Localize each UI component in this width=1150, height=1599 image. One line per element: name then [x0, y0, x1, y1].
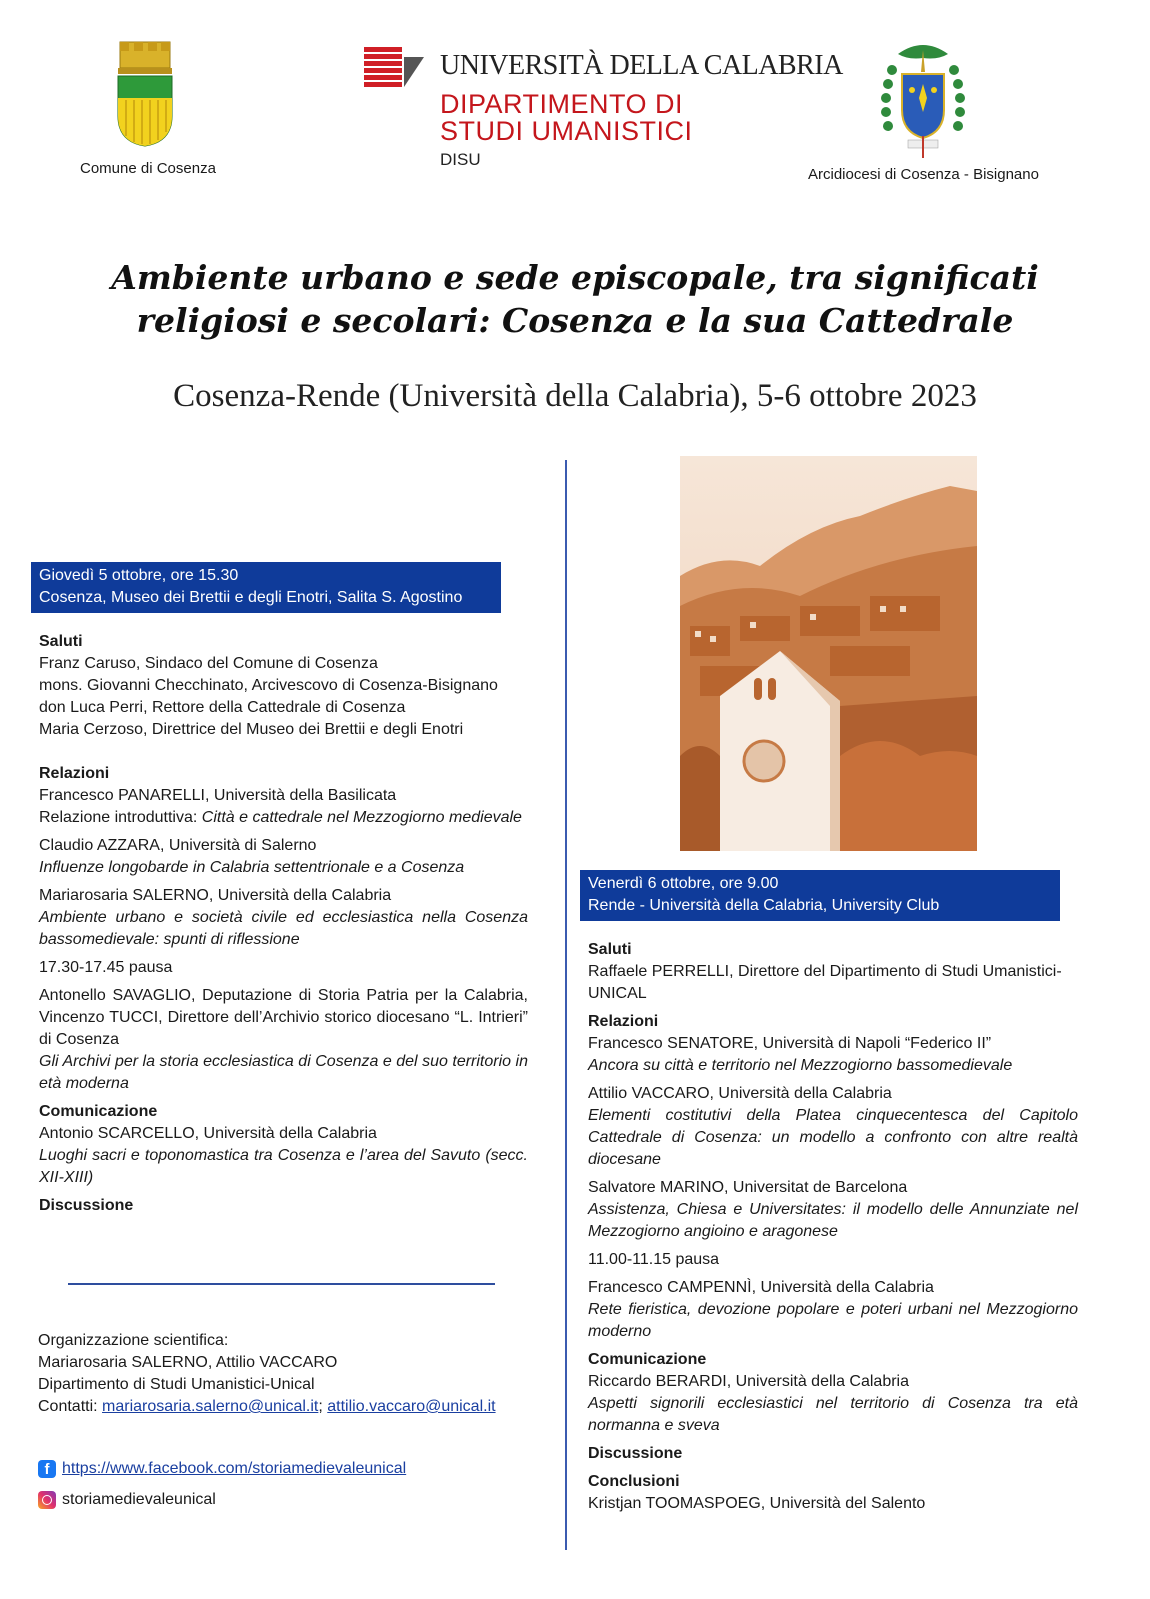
- day2-venue: Rende - Università della Calabria, University Club: [588, 897, 940, 914]
- facebook-icon: f: [38, 1460, 56, 1478]
- department-name-line1: DIPARTIMENTO DI: [440, 89, 684, 119]
- day2-program: [588, 939, 1078, 1515]
- cathedral-photo: [680, 456, 977, 851]
- day2-discussione: Discussione: [588, 1445, 683, 1462]
- day2-speaker: Riccardo BERARDI, Università della Calabria: [588, 1373, 910, 1390]
- day1-date-time: Giovedì 5 ottobre, ore 15.30: [39, 567, 239, 584]
- horizontal-divider: [68, 1283, 495, 1285]
- day1-relazioni-heading: Relazioni: [39, 765, 110, 782]
- day1-speaker: Francesco PANARELLI, Università della Basilicata: [39, 787, 397, 804]
- facebook-row: [38, 1458, 406, 1480]
- day2-conclusioni-speaker: Kristjan TOOMASPOEG, Università del Salento: [588, 1495, 926, 1512]
- email-link-salerno[interactable]: mariarosaria.salerno@unical.it: [102, 1398, 319, 1415]
- comune-di-cosenza-coat-of-arms: [112, 38, 178, 148]
- organization-contacts: [38, 1396, 538, 1418]
- day2-saluti-heading: Saluti: [588, 941, 632, 958]
- day1-discussione: Discussione: [39, 1197, 134, 1214]
- day1-saluto: Maria Cerzoso, Direttrice del Museo dei Brettii e degli Enotri: [39, 721, 464, 738]
- day1-speaker: Antonio SCARCELLO, Università della Calabria: [39, 1125, 377, 1142]
- university-name: UNIVERSITÀ DELLA CALABRIA: [440, 50, 843, 81]
- day2-talk-title: Rete fieristica, devozione popolare e poteri urbani nel Mezzogiorno moderno: [588, 1301, 1078, 1340]
- day1-speaker: Mariarosaria SALERNO, Università della Calabria: [39, 887, 392, 904]
- day1-speaker: Claudio AZZARA, Università di Salerno: [39, 837, 317, 854]
- day2-talk-title: Assistenza, Chiesa e Universitates: il modello delle Annunziate nel Mezzogiorno angioino e aragonese: [588, 1201, 1078, 1240]
- instagram-row: [38, 1489, 216, 1511]
- day1-talk-title: Gli Archivi per la storia ecclesiastica di Cosenza e del suo territorio in età moderna: [39, 1053, 528, 1092]
- day1-talk: [39, 807, 528, 829]
- day2-comunicazione-heading: Comunicazione: [588, 1351, 707, 1368]
- day1-venue: Cosenza, Museo dei Brettii e degli Enotri, Salita S. Agostino: [39, 589, 463, 606]
- department-name-line2: STUDI UMANISTICI: [440, 116, 693, 146]
- day2-saluto: Raffaele PERRELLI, Direttore del Dipartimento di Studi Umanistici-UNICAL: [588, 963, 1062, 1002]
- day1-saluto: don Luca Perri, Rettore della Cattedrale di Cosenza: [39, 699, 406, 716]
- contacts-label: Contatti:: [38, 1398, 103, 1415]
- day1-saluti-heading: Saluti: [39, 633, 83, 650]
- talk-prefix: Relazione introduttiva:: [39, 809, 202, 826]
- day2-header-box: [580, 870, 1060, 921]
- day2-talk-title: Aspetti signorili ecclesiastici nel territorio di Cosenza tra età normanna e sveva: [588, 1395, 1078, 1434]
- day1-saluto: mons. Giovanni Checchinato, Arcivescovo di Cosenza-Bisignano: [39, 677, 498, 694]
- day2-date-time: Venerdì 6 ottobre, ore 9.00: [588, 875, 779, 892]
- day2-relazioni-heading: Relazioni: [588, 1013, 659, 1030]
- day1-talk-title: Luoghi sacri e toponomastica tra Cosenza e l’area del Savuto (secc. XII-XIII): [39, 1147, 528, 1186]
- day2-talk-title: Ancora su città e territorio nel Mezzogiorno bassomedievale: [588, 1057, 1013, 1074]
- contacts-separator: ;: [318, 1398, 323, 1415]
- comune-di-cosenza-label: Comune di Cosenza: [80, 160, 216, 177]
- day2-conclusioni-heading: Conclusioni: [588, 1473, 680, 1490]
- day2-speaker: Attilio VACCARO, Università della Calabria: [588, 1085, 892, 1102]
- day2-speaker: Francesco CAMPENNÌ, Università della Calabria: [588, 1279, 934, 1296]
- arcidiocesi-label: Arcidiocesi di Cosenza - Bisignano: [808, 166, 1039, 183]
- talk-title: Città e cattedrale nel Mezzogiorno medievale: [201, 809, 522, 826]
- organization-block: [38, 1330, 538, 1418]
- department-acronym: DISU: [440, 150, 481, 169]
- organization-department: Dipartimento di Studi Umanistici-Unical: [38, 1376, 315, 1393]
- facebook-link[interactable]: https://www.facebook.com/storiamedievaleunical: [62, 1460, 407, 1477]
- organization-names: Mariarosaria SALERNO, Attilio VACCARO: [38, 1354, 338, 1371]
- organization-heading: Organizzazione scientifica:: [38, 1332, 229, 1349]
- conference-title: Ambiente urbano e sede episcopale, tra significati religiosi e secolari: Cosenza e la sua Cattedrale: [111, 258, 1039, 340]
- day1-program: [39, 631, 528, 1217]
- instagram-handle: storiamedievaleunical: [62, 1491, 216, 1508]
- day2-break: 11.00-11.15 pausa: [588, 1251, 720, 1268]
- email-link-vaccaro[interactable]: attilio.vaccaro@unical.it: [327, 1398, 496, 1415]
- arcidiocesi-coat-of-arms: [878, 40, 968, 162]
- day1-header-box: [31, 562, 501, 613]
- day2-speaker: Francesco SENATORE, Università di Napoli “Federico II”: [588, 1035, 992, 1052]
- vertical-divider: [565, 460, 567, 1550]
- day1-talk-title: Influenze longobarde in Calabria settentrionale e a Cosenza: [39, 859, 465, 876]
- day1-speaker: Antonello SAVAGLIO, Deputazione di Storia Patria per la Calabria, Vincenzo TUCCI, Direttore dell’Archivio storico diocesano “L. Intrieri” di Cosenza: [39, 987, 528, 1048]
- day2-speaker: Salvatore MARINO, Universitat de Barcelona: [588, 1179, 908, 1196]
- day1-talk-title: Ambiente urbano e società civile ed ecclesiastica nella Cosenza bassomedievale: spunti di riflessione: [39, 909, 528, 948]
- day1-break: 17.30-17.45 pausa: [39, 959, 173, 976]
- day1-comunicazione-heading: Comunicazione: [39, 1103, 158, 1120]
- instagram-icon: [38, 1491, 56, 1509]
- day1-saluto: Franz Caruso, Sindaco del Comune di Cosenza: [39, 655, 378, 672]
- day2-talk-title: Elementi costitutivi della Platea cinquecentesca del Capitolo Cattedrale di Cosenza: un modello a confronto con altre realtà diocesane: [588, 1107, 1078, 1168]
- unical-logo-mark: [364, 47, 424, 87]
- conference-place-date: Cosenza-Rende (Università della Calabria), 5-6 ottobre 2023: [173, 378, 977, 414]
